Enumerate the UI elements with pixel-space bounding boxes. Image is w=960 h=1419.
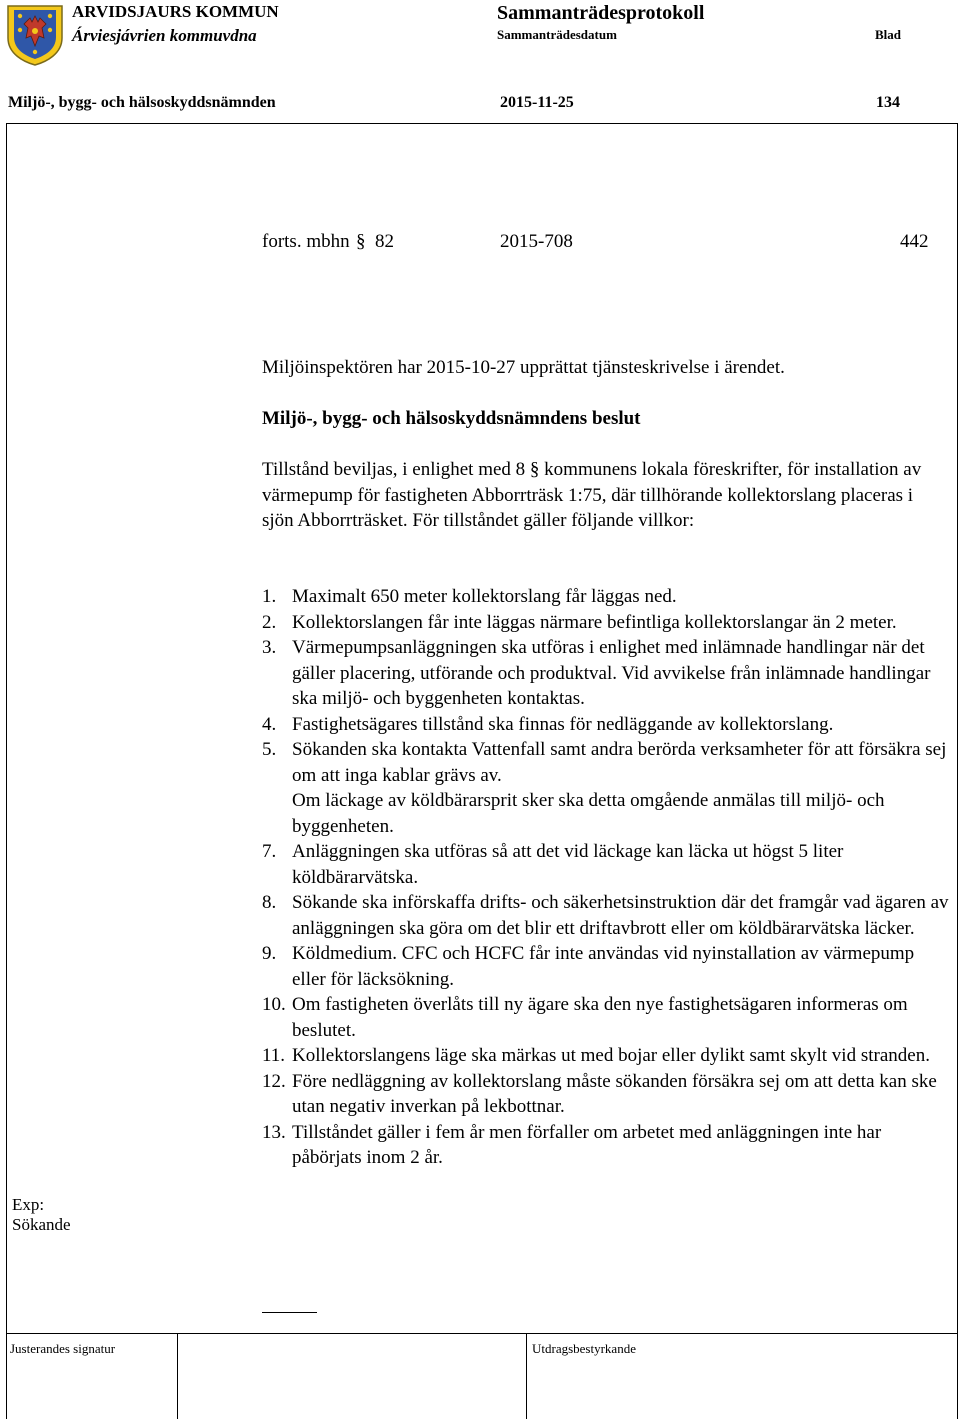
- case-dnr: 2015-708: [500, 231, 573, 252]
- list-item: [262, 610, 952, 636]
- case-prefix: forts. mbhn: [262, 231, 350, 252]
- right-border: [957, 123, 958, 1419]
- intro-text: Miljöinspektören har 2015-10-27 upprättat tjänsteskrivelse i ärendet.: [262, 357, 785, 378]
- item-text: Sökande ska införskaffa drifts- och säkerhetsinstruktion där det framgår vad ägaren av anläggningen ska göra om det blir ett driftavbrott eller om köldbärarvätska läcker.: [292, 892, 949, 939]
- item-number: [262, 788, 292, 839]
- item-number: 12.: [262, 1070, 286, 1092]
- item-number: 10.: [262, 994, 286, 1015]
- decision-heading: Miljö-, bygg- och hälsoskyddsnämndens beslut: [262, 408, 641, 429]
- footer-divider-2: [526, 1333, 527, 1419]
- case-code: 442: [900, 231, 929, 252]
- item-text: Kollektorslangens läge ska märkas ut med bojar eller dylikt samt skylt vid stranden.: [292, 1045, 930, 1066]
- item-text: Om fastigheten överlåts till ny ägare ska den nye fastighetsägaren informeras om beslutet.: [292, 994, 908, 1041]
- item-number: 4.: [262, 713, 277, 735]
- page-number: 134: [876, 94, 900, 111]
- case-paragraph: 82: [375, 231, 394, 252]
- item-text: Värmepumpsanläggningen ska utföras i enlighet med inlämnade handlingar när det gäller placering, utförande och produktval. Vid avvikelse från inlämnade handlingar ska miljö- och byggenheten kontaktas.: [292, 637, 931, 709]
- item-number: 2.: [262, 611, 277, 633]
- list-item: [262, 1120, 952, 1171]
- left-border: [6, 123, 7, 1419]
- section-symbol: §: [356, 231, 366, 252]
- footer-rule: [6, 1333, 958, 1334]
- header-rule: [6, 123, 958, 124]
- item-text: Före nedläggning av kollektorslang måste sökanden försäkra sej om att detta kan ske utan negativ inverkan på lekbottnar.: [292, 1070, 937, 1117]
- coat-of-arms-icon: [6, 4, 64, 66]
- document-type: Sammanträdesprotokoll: [497, 2, 705, 24]
- conditions-list: [262, 584, 952, 1171]
- list-item: [262, 992, 952, 1043]
- item-number: 3.: [262, 637, 277, 658]
- list-item-continuation: [262, 788, 952, 839]
- list-item: [262, 737, 952, 788]
- item-text: Sökanden ska kontakta Vattenfall samt andra berörda verksamheter för att försäkra sej om att inga kablar grävs av.: [292, 739, 947, 786]
- item-text: Anläggningen ska utföras så att det vid läckage kan läcka ut högst 5 liter köldbärarvätska.: [292, 841, 844, 888]
- list-item: [262, 712, 952, 738]
- list-item: [262, 890, 952, 941]
- item-number: 11.: [262, 1045, 286, 1066]
- date-label: Sammanträdesdatum: [497, 27, 617, 42]
- item-text: Köldmedium. CFC och HCFC får inte användas vid nyinstallation av värmepump eller för läcksökning.: [292, 943, 915, 990]
- item-text: Om läckage av köldbärarsprit sker ska detta omgående anmälas till miljö- och byggenheten.: [292, 790, 885, 837]
- municipality-name: ARVIDSJAURS KOMMUN: [72, 2, 279, 21]
- page-label: Blad: [875, 27, 902, 42]
- list-item: [262, 584, 952, 610]
- list-item: [262, 839, 952, 890]
- certification-label: Utdragsbestyrkande: [532, 1341, 636, 1356]
- item-number: 1.: [262, 586, 277, 607]
- item-text: Fastighetsägares tillstånd ska finnas för nedläggande av kollektorslang.: [292, 713, 834, 735]
- decision-paragraph: Tillstånd beviljas, i enlighet med 8 § kommunens lokala föreskrifter, för installation av värmepump för fastigheten Abborrträsk 1:75, där tillhörande kollektorslang placeras i sjön Abborrträsket. För tillståndet gäller följande villkor:: [262, 459, 922, 531]
- item-text: Tillståndet gäller i fem år men förfaller om arbetet med anläggningen inte har påbörjats inom 2 år.: [292, 1121, 882, 1168]
- item-number: 5.: [262, 739, 277, 760]
- list-item: [262, 941, 952, 992]
- signature-label: Justerandes signatur: [10, 1341, 116, 1356]
- municipality-name-sami: Árviesjávrien kommuvdna: [72, 26, 257, 45]
- item-text: Maximalt 650 meter kollektorslang får läggas ned.: [292, 586, 677, 607]
- item-text: Kollektorslangen får inte läggas närmare befintliga kollektorslangar än 2 meter.: [292, 611, 897, 633]
- item-number: 8.: [262, 892, 277, 913]
- meeting-date: 2015-11-25: [500, 94, 574, 111]
- end-of-section-rule: [262, 1312, 317, 1313]
- list-item: [262, 1069, 952, 1120]
- expedition-label: Exp:: [12, 1195, 45, 1214]
- list-item: [262, 635, 952, 712]
- item-number: 9.: [262, 943, 277, 964]
- list-item: [262, 1043, 952, 1069]
- item-number: 13.: [262, 1121, 286, 1143]
- item-number: 7.: [262, 841, 277, 862]
- expedition-recipient: Sökande: [12, 1215, 71, 1234]
- committee-name: Miljö-, bygg- och hälsoskyddsnämnden: [8, 94, 276, 111]
- footer-divider-1: [177, 1333, 178, 1419]
